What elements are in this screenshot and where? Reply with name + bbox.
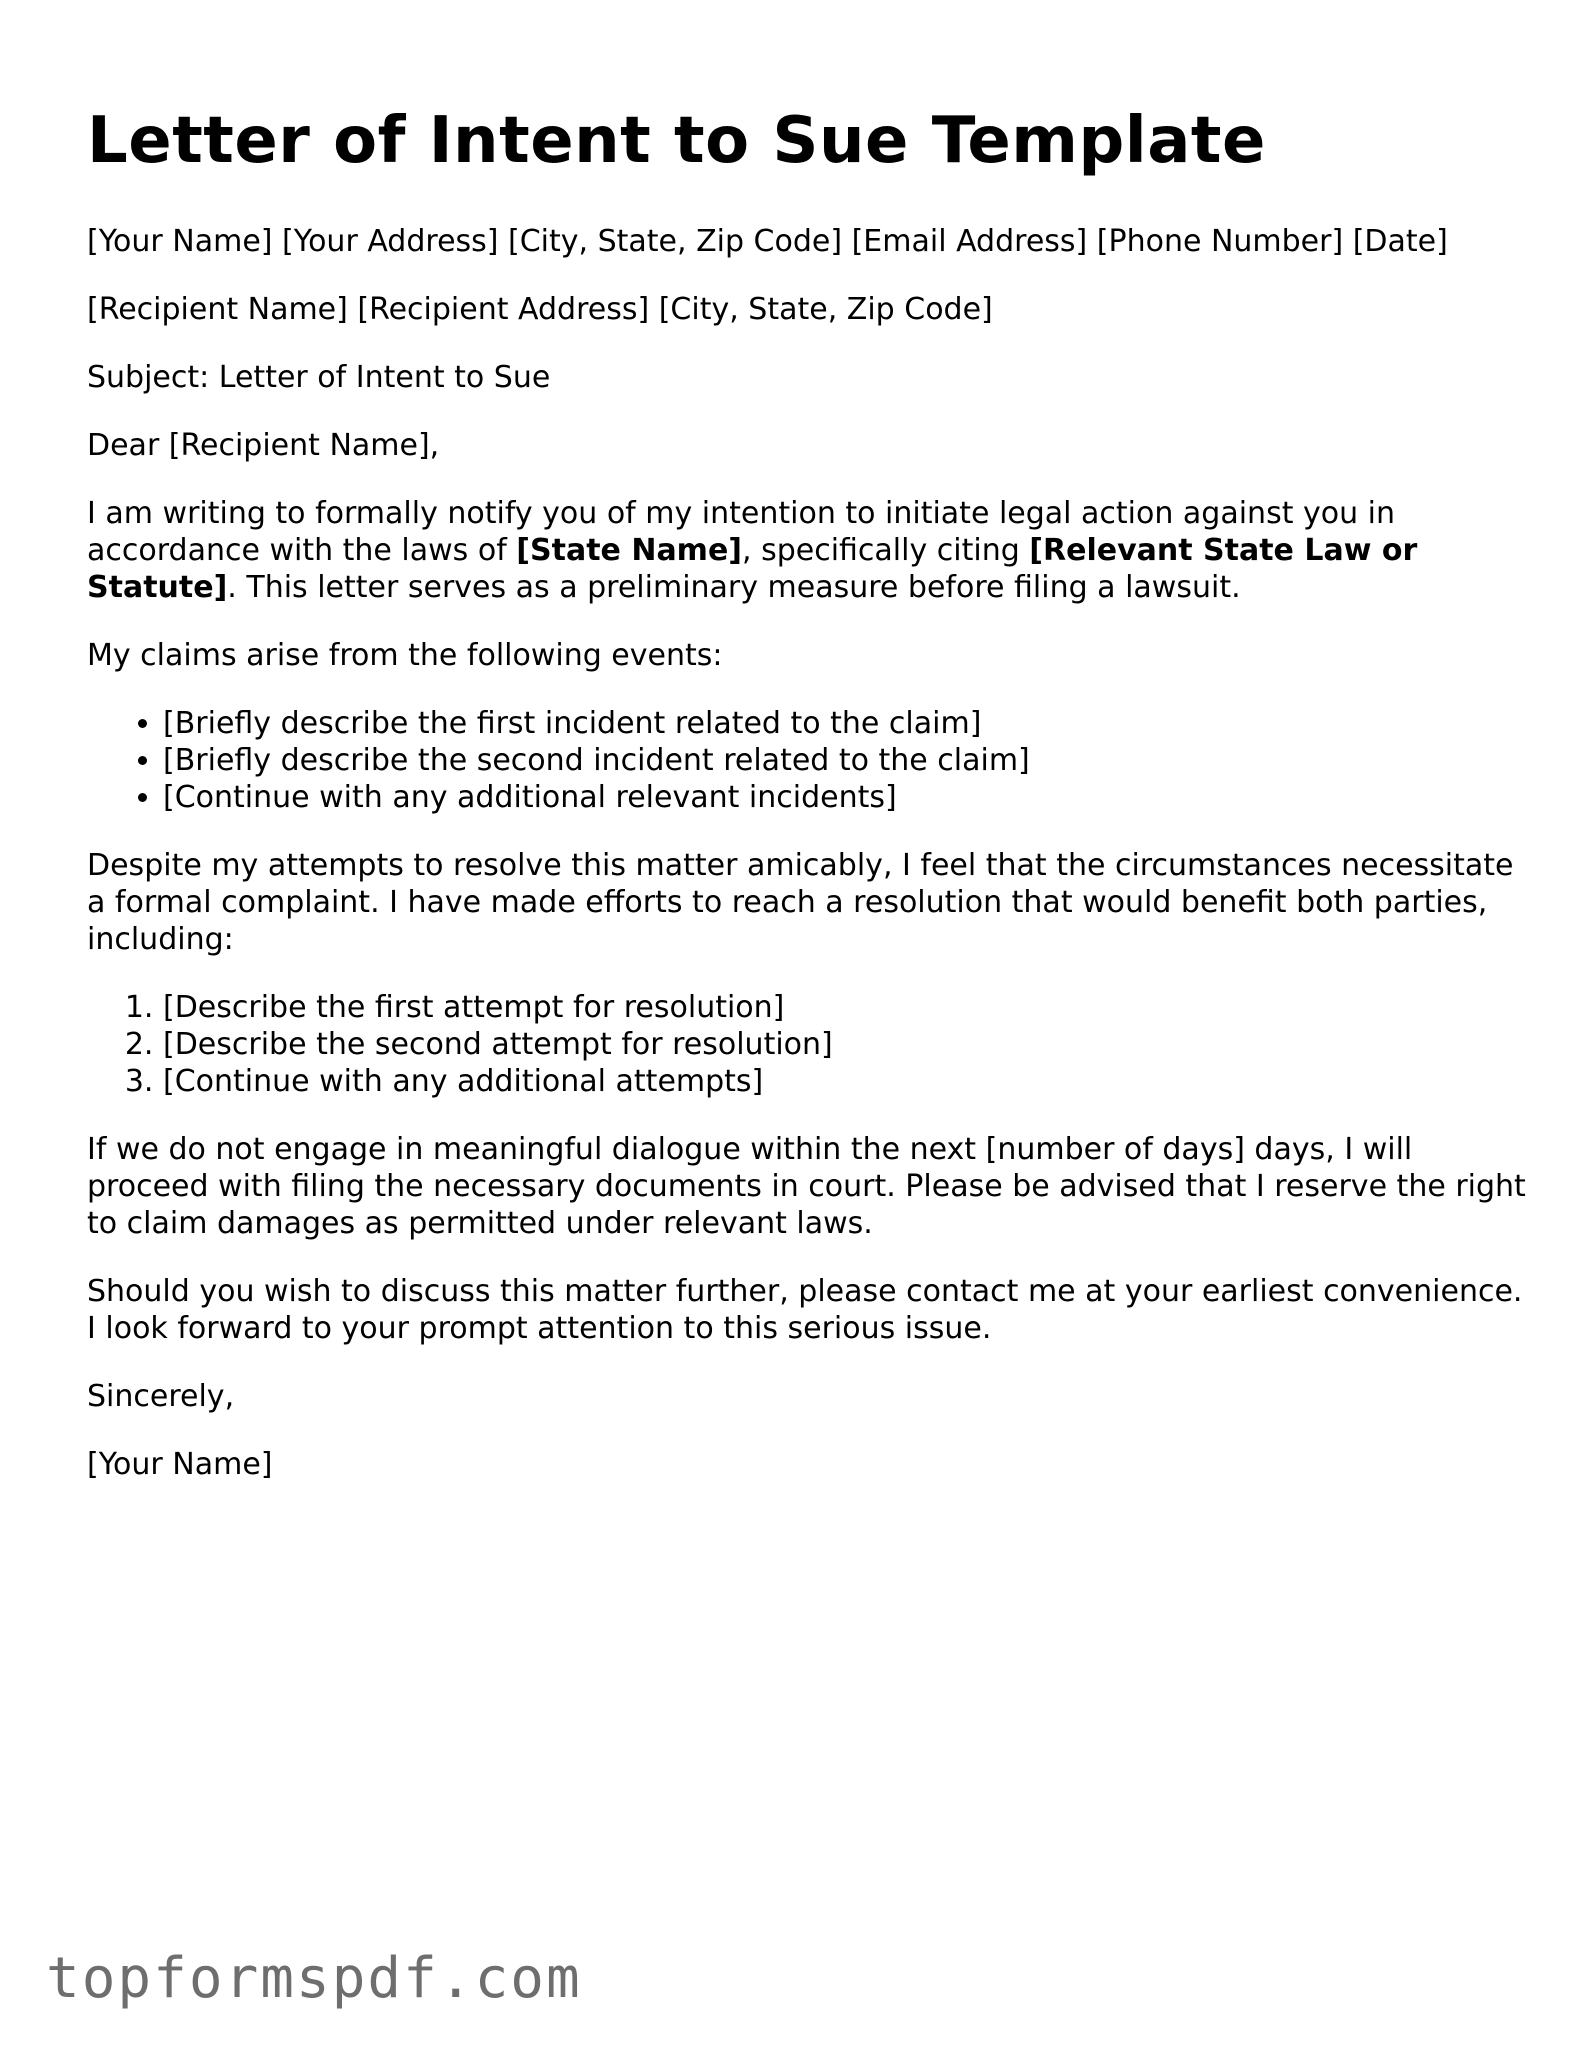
list-item: 2. [Describe the second attempt for resolution] <box>163 1026 1527 1063</box>
state-name-placeholder: [State Name] <box>516 532 742 568</box>
signoff: Sincerely, <box>87 1378 235 1414</box>
claims-intro: My claims arise from the following events: <box>87 637 723 673</box>
subject-line: Subject: Letter of Intent to Sue <box>87 359 551 395</box>
list-item: 1. [Describe the first attempt for resolution] <box>163 989 1527 1026</box>
letter-document <box>87 105 1527 1514</box>
recipient-block: [Recipient Name] [Recipient Address] [City, State, Zip Code] <box>87 291 993 327</box>
list-item: • [Briefly describe the second incident related to the claim] <box>163 742 1527 779</box>
sender-block: [Your Name] [Your Address] [City, State, Zip Code] [Email Address] [Phone Number] [Date] <box>87 223 1448 259</box>
salutation: Dear [Recipient Name], <box>87 427 440 463</box>
claims-list <box>87 705 1527 816</box>
watermark: topformspdf.com <box>46 1946 582 2011</box>
intro-text-1: I am writing to formally notify you of my intention to initiate legal action against you in accordance with the laws of <box>87 495 1396 568</box>
closing-paragraph: Should you wish to discuss this matter further, please contact me at your earliest convenience. I look forward to your prompt attention to this serious issue. <box>87 1273 1523 1346</box>
deadline-paragraph: If we do not engage in meaningful dialogue within the next [number of days] days, I will proceed with filing the necessary documents in court. Please be advised that I reserve the right to claim damages as permitted under relevant laws. <box>87 1131 1526 1241</box>
intro-text-2: , specifically citing <box>742 532 1030 568</box>
signature: [Your Name] <box>87 1446 273 1482</box>
list-item: • [Briefly describe the first incident related to the claim] <box>163 705 1527 742</box>
page-title: Letter of Intent to Sue Template <box>87 104 1266 178</box>
list-item: 3. [Continue with any additional attempts] <box>163 1063 1527 1100</box>
list-item: • [Continue with any additional relevant incidents] <box>163 779 1527 816</box>
intro-paragraph <box>87 495 1527 606</box>
attempts-intro: Despite my attempts to resolve this matter amicably, I feel that the circumstances necessitate a formal complaint. I have made efforts to reach a resolution that would benefit both parties, including: <box>87 847 1514 957</box>
intro-text-3: . This letter serves as a preliminary measure before filing a lawsuit. <box>227 569 1241 605</box>
attempts-list <box>87 989 1527 1100</box>
law-placeholder: [Relevant State Law or Statute] <box>87 532 1418 605</box>
